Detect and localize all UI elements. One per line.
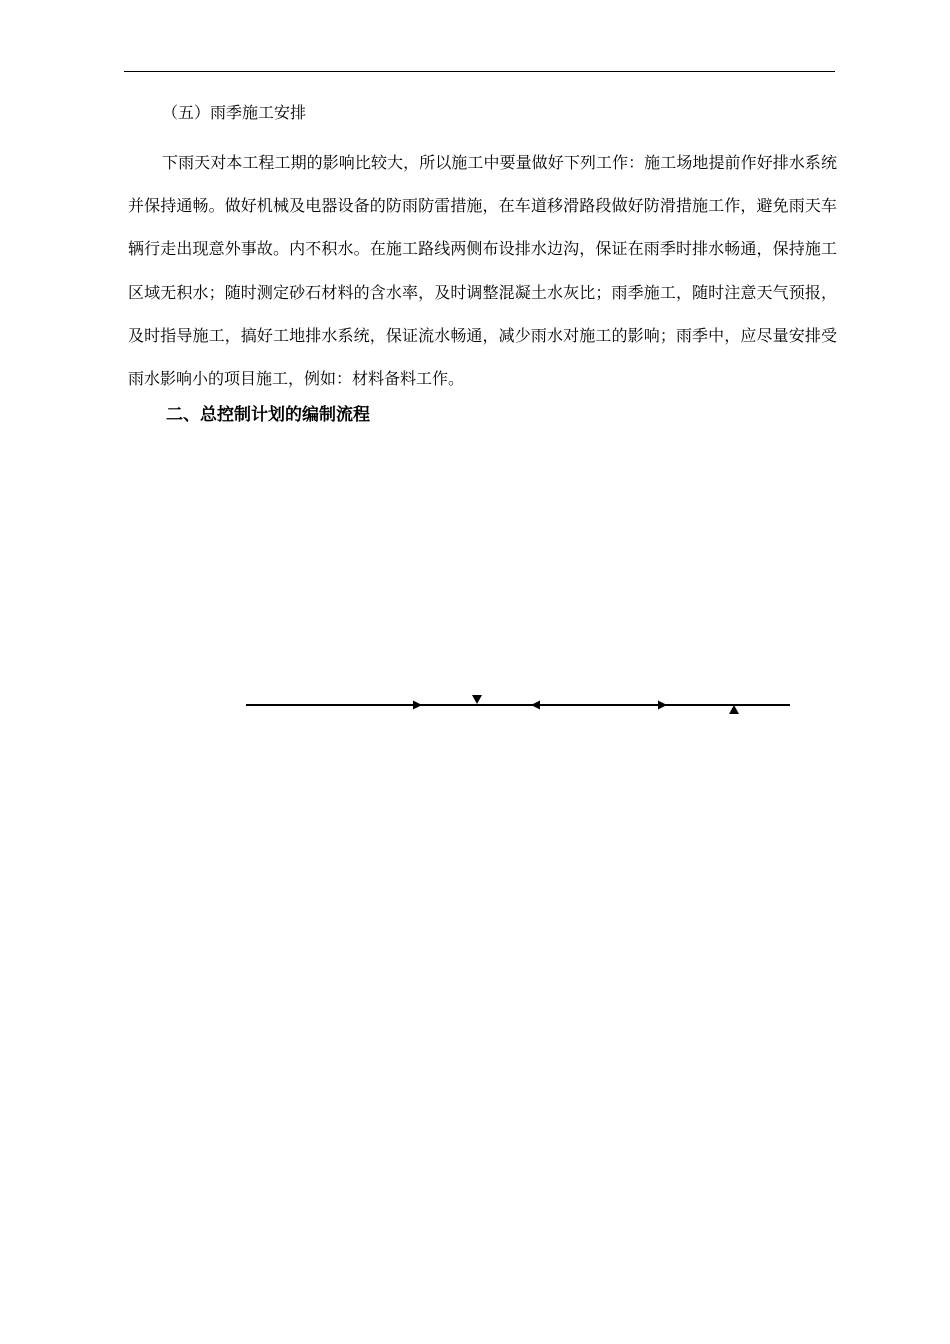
- left-arrow-icon: [531, 701, 540, 710]
- subsection-heading: （五）雨季施工安排: [162, 103, 307, 122]
- right-arrow-icon: [658, 701, 667, 710]
- down-triangle-icon: [472, 695, 482, 704]
- section-heading: 二、总控制计划的编制流程: [166, 405, 370, 425]
- right-arrow-icon: [413, 701, 422, 710]
- body-paragraph: 下雨天对本工程工期的影响比较大，所以施工中要量做好下列工作：施工场地提前作好排水系统并保持通畅。做好机械及电器设备的防雨防雷措施，在车道移滑路段做好防滑措施工作，避免雨天车辆行走出现意外事故。内不积水。在施工路线两侧布设排水边沟，保证在雨季时排水畅通，保持施工区域无积水；随时测定砂石材料的含水率，及时调整混凝土水灰比；雨季施工，随时注意天气预报，及时指导施工，搞好工地排水系统，保证流水畅通，减少雨水对施工的影响；雨季中，应尽量安排受雨水影响小的项目施工，例如：材料备料工作。: [128, 153, 837, 389]
- header-rule: [124, 71, 835, 72]
- up-triangle-icon: [729, 705, 739, 714]
